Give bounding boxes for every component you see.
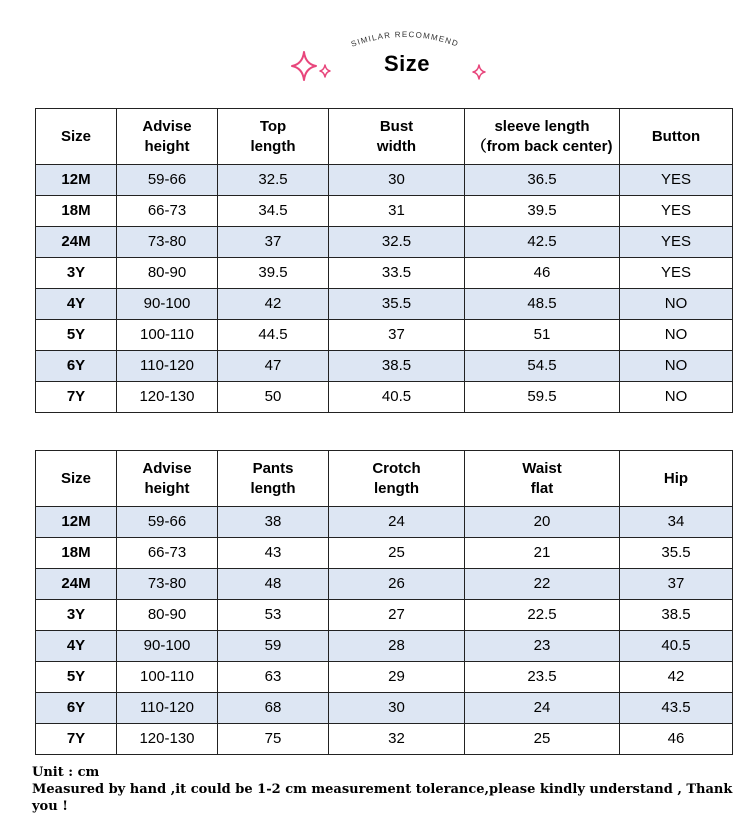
bottom-size-table: [35, 450, 733, 755]
table-header-row: [36, 451, 733, 507]
crotch-length-cell: 30: [329, 693, 465, 724]
table-row: [36, 289, 733, 320]
top-length-cell: 37: [218, 227, 329, 258]
pants-length-cell: 68: [218, 693, 329, 724]
crotch-length-cell: 24: [329, 507, 465, 538]
col-header-button: Button: [620, 109, 733, 165]
col-header-waist-flat: Waist flat: [465, 451, 620, 507]
size-cell: 24M: [36, 569, 117, 600]
sleeve-length-cell: 51: [465, 320, 620, 351]
sleeve-length-cell: 46: [465, 258, 620, 289]
advise-height-cell: 90-100: [117, 289, 218, 320]
size-cell: 4Y: [36, 289, 117, 320]
col-header-size: Size: [36, 451, 117, 507]
waist-flat-cell: 22: [465, 569, 620, 600]
waist-flat-cell: 20: [465, 507, 620, 538]
button-cell: NO: [620, 289, 733, 320]
size-cell: 4Y: [36, 631, 117, 662]
col-header-advise-height: Advise height: [117, 451, 218, 507]
button-cell: YES: [620, 196, 733, 227]
advise-height-cell: 73-80: [117, 569, 218, 600]
table-row: [36, 600, 733, 631]
advise-height-cell: 120-130: [117, 724, 218, 755]
bust-width-cell: 38.5: [329, 351, 465, 382]
table-row: [36, 569, 733, 600]
advise-height-cell: 73-80: [117, 227, 218, 258]
hip-cell: 46: [620, 724, 733, 755]
col-header-advise-height: Advise height: [117, 109, 218, 165]
advise-height-cell: 110-120: [117, 693, 218, 724]
top-length-cell: 47: [218, 351, 329, 382]
page-header: [0, 0, 750, 100]
table-row: [36, 351, 733, 382]
advise-height-cell: 59-66: [117, 507, 218, 538]
pants-length-cell: 38: [218, 507, 329, 538]
advise-height-cell: 110-120: [117, 351, 218, 382]
table-row: [36, 258, 733, 289]
table-row: [36, 196, 733, 227]
pants-length-cell: 63: [218, 662, 329, 693]
pants-length-cell: 75: [218, 724, 329, 755]
hip-cell: 43.5: [620, 693, 733, 724]
waist-flat-cell: 23: [465, 631, 620, 662]
hip-cell: 40.5: [620, 631, 733, 662]
crotch-length-cell: 28: [329, 631, 465, 662]
sleeve-length-cell: 54.5: [465, 351, 620, 382]
top-length-cell: 39.5: [218, 258, 329, 289]
top-length-cell: 42: [218, 289, 329, 320]
top-length-cell: 32.5: [218, 165, 329, 196]
top-size-table: [35, 108, 733, 413]
table-row: [36, 227, 733, 258]
size-cell: 5Y: [36, 662, 117, 693]
sleeve-length-cell: 42.5: [465, 227, 620, 258]
size-cell: 7Y: [36, 382, 117, 413]
col-header-bust-width: Bust width: [329, 109, 465, 165]
advise-height-cell: 59-66: [117, 165, 218, 196]
pants-length-cell: 53: [218, 600, 329, 631]
button-cell: YES: [620, 227, 733, 258]
size-cell: 18M: [36, 538, 117, 569]
sleeve-length-cell: 39.5: [465, 196, 620, 227]
button-cell: NO: [620, 320, 733, 351]
crotch-length-cell: 32: [329, 724, 465, 755]
svg-text:SIMILAR RECOMMEND: [350, 30, 460, 49]
arc-label: SIMILAR RECOMMEND: [349, 29, 461, 49]
col-header-sleeve-length: sleeve length （from back center): [465, 109, 620, 165]
sleeve-length-cell: 59.5: [465, 382, 620, 413]
size-cell: 6Y: [36, 351, 117, 382]
advise-height-cell: 66-73: [117, 196, 218, 227]
bust-width-cell: 33.5: [329, 258, 465, 289]
col-header-top-length: Top length: [218, 109, 329, 165]
crotch-length-cell: 26: [329, 569, 465, 600]
table-row: [36, 693, 733, 724]
top-length-cell: 44.5: [218, 320, 329, 351]
table-row: [36, 662, 733, 693]
bust-width-cell: 35.5: [329, 289, 465, 320]
bust-width-cell: 30: [329, 165, 465, 196]
measurement-note: Measured by hand ,it could be 1-2 cm measurement tolerance,please kindly understand , Thank you !: [32, 782, 733, 814]
crotch-length-cell: 25: [329, 538, 465, 569]
hip-cell: 38.5: [620, 600, 733, 631]
waist-flat-cell: 23.5: [465, 662, 620, 693]
table-row: [36, 507, 733, 538]
col-header-hip: Hip: [620, 451, 733, 507]
col-header-crotch-length: Crotch length: [329, 451, 465, 507]
advise-height-cell: 90-100: [117, 631, 218, 662]
size-cell: 3Y: [36, 600, 117, 631]
table-row: [36, 724, 733, 755]
size-cell: 18M: [36, 196, 117, 227]
advise-height-cell: 80-90: [117, 600, 218, 631]
button-cell: YES: [620, 258, 733, 289]
table-row: [36, 382, 733, 413]
sleeve-length-cell: 36.5: [465, 165, 620, 196]
advise-height-cell: 100-110: [117, 320, 218, 351]
table-row: [36, 320, 733, 351]
size-cell: 5Y: [36, 320, 117, 351]
hip-cell: 34: [620, 507, 733, 538]
col-header-size: Size: [36, 109, 117, 165]
button-cell: YES: [620, 165, 733, 196]
top-length-cell: 34.5: [218, 196, 329, 227]
small-sparkle-icon: [319, 64, 331, 78]
waist-flat-cell: 22.5: [465, 600, 620, 631]
hip-cell: 42: [620, 662, 733, 693]
table-row: [36, 631, 733, 662]
sleeve-length-cell: 48.5: [465, 289, 620, 320]
button-cell: NO: [620, 382, 733, 413]
size-cell: 7Y: [36, 724, 117, 755]
sparkle-icon: [291, 51, 317, 81]
advise-height-cell: 80-90: [117, 258, 218, 289]
table-row: [36, 165, 733, 196]
advise-height-cell: 66-73: [117, 538, 218, 569]
right-sparkle-icon: [472, 64, 486, 80]
waist-flat-cell: 24: [465, 693, 620, 724]
size-cell: 6Y: [36, 693, 117, 724]
unit-note: Unit : cm: [32, 765, 100, 780]
crotch-length-cell: 27: [329, 600, 465, 631]
page-title: Size: [384, 51, 431, 76]
size-cell: 3Y: [36, 258, 117, 289]
table-row: [36, 538, 733, 569]
col-header-pants-length: Pants length: [218, 451, 329, 507]
waist-flat-cell: 25: [465, 724, 620, 755]
size-cell: 12M: [36, 165, 117, 196]
hip-cell: 35.5: [620, 538, 733, 569]
advise-height-cell: 120-130: [117, 382, 218, 413]
button-cell: NO: [620, 351, 733, 382]
bust-width-cell: 37: [329, 320, 465, 351]
bust-width-cell: 40.5: [329, 382, 465, 413]
pants-length-cell: 43: [218, 538, 329, 569]
crotch-length-cell: 29: [329, 662, 465, 693]
waist-flat-cell: 21: [465, 538, 620, 569]
pants-length-cell: 59: [218, 631, 329, 662]
size-cell: 24M: [36, 227, 117, 258]
advise-height-cell: 100-110: [117, 662, 218, 693]
bust-width-cell: 31: [329, 196, 465, 227]
size-cell: 12M: [36, 507, 117, 538]
footer-notes: [32, 764, 750, 815]
hip-cell: 37: [620, 569, 733, 600]
pants-length-cell: 48: [218, 569, 329, 600]
table-header-row: [36, 109, 733, 165]
bust-width-cell: 32.5: [329, 227, 465, 258]
top-length-cell: 50: [218, 382, 329, 413]
